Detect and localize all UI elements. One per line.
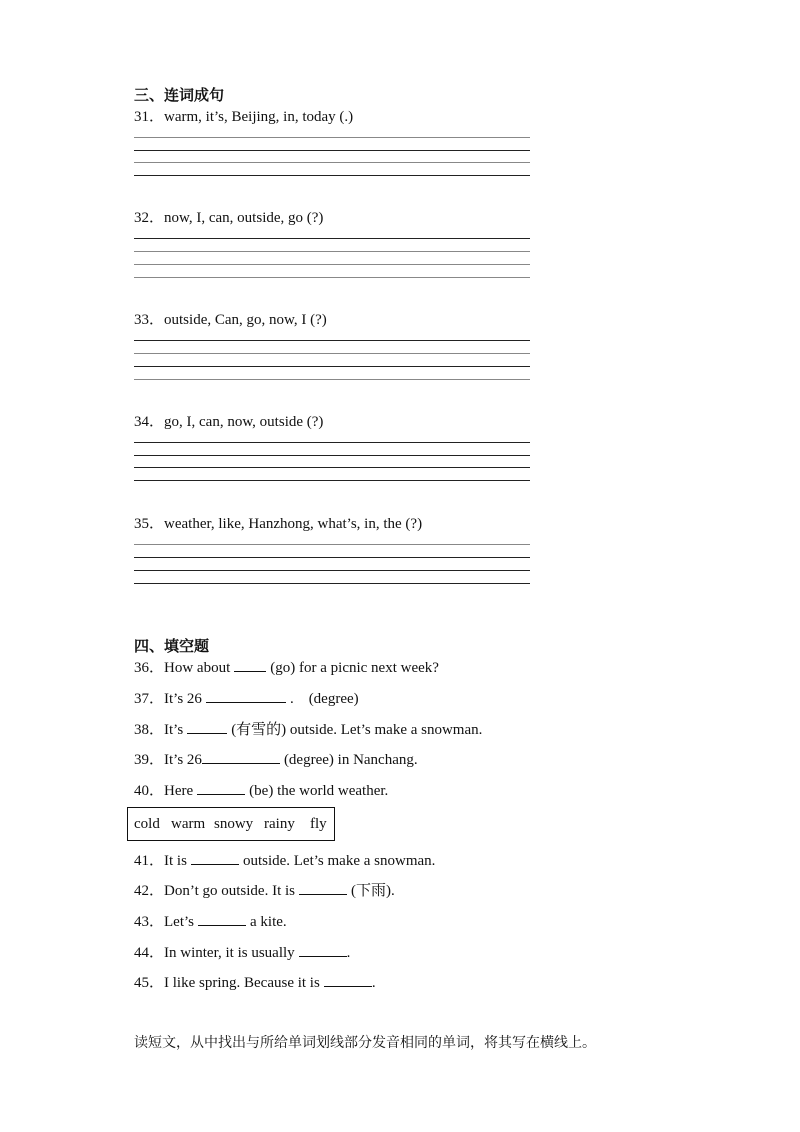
question-number: 36． — [134, 660, 165, 676]
question-text: (go) for a picnic next week? — [270, 660, 439, 676]
fill-blank[interactable] — [198, 911, 246, 926]
fill-blank[interactable] — [299, 942, 347, 957]
question-text: How about — [164, 660, 231, 676]
question-text: warm, it’s, Beijing, in, today (.) — [164, 109, 354, 125]
question-37 — [134, 687, 359, 708]
question-text: (下雨). — [351, 883, 395, 899]
word-bank-box — [127, 807, 335, 841]
answer-line[interactable] — [134, 480, 530, 481]
question-text: Don’t go outside. It is — [164, 883, 295, 899]
answer-line[interactable] — [134, 264, 530, 265]
question-text: . — [346, 945, 351, 961]
question-number: 44． — [134, 945, 165, 961]
answer-line[interactable] — [134, 251, 530, 252]
fill-blank[interactable] — [187, 719, 227, 734]
word-bank-item: rainy — [264, 816, 295, 832]
question-text: In winter, it is usually — [164, 945, 295, 961]
question-31 — [134, 105, 353, 126]
section-3-title: 三、连词成句 — [134, 86, 225, 104]
answer-line[interactable] — [134, 162, 530, 163]
question-text: Here — [164, 783, 194, 799]
question-36 — [134, 656, 439, 677]
question-text: It is — [164, 853, 187, 869]
question-41 — [134, 849, 435, 870]
section-4-title: 四、填空题 — [134, 637, 210, 655]
answer-line[interactable] — [134, 557, 530, 558]
answer-line[interactable] — [134, 175, 530, 176]
question-34 — [134, 410, 323, 431]
answer-line[interactable] — [134, 277, 530, 278]
question-text: now, I, can, outside, go (?) — [164, 210, 324, 226]
question-text: (be) the world weather. — [249, 783, 389, 799]
question-40 — [134, 779, 388, 800]
question-number: 42． — [134, 883, 165, 899]
answer-line[interactable] — [134, 150, 530, 151]
word-bank-item: warm — [171, 816, 206, 832]
question-text: outside. Let’s make a snowman. — [242, 853, 436, 869]
question-text: (有雪的) outside. Let’s make a snowman. — [231, 722, 483, 738]
answer-line[interactable] — [134, 340, 530, 341]
question-number: 45． — [134, 975, 165, 991]
question-number: 38． — [134, 722, 165, 738]
question-number: 34． — [134, 414, 165, 430]
question-39 — [134, 748, 418, 769]
fill-blank[interactable] — [206, 688, 286, 703]
question-text: I like spring. Because it is — [164, 975, 320, 991]
fill-blank[interactable] — [197, 780, 245, 795]
question-44 — [134, 941, 350, 962]
answer-line[interactable] — [134, 353, 530, 354]
question-number: 40． — [134, 783, 165, 799]
question-text: outside, Can, go, now, I (?) — [164, 312, 327, 328]
question-35 — [134, 512, 422, 533]
question-33 — [134, 308, 327, 329]
question-text: It’s 26 — [164, 691, 202, 707]
question-42 — [134, 879, 395, 900]
answer-line[interactable] — [134, 455, 530, 456]
fill-blank[interactable] — [202, 749, 280, 764]
fill-blank[interactable] — [324, 972, 372, 987]
question-text: It’s 26 — [164, 752, 202, 768]
question-number: 33． — [134, 312, 165, 328]
word-bank-item: cold — [134, 816, 160, 832]
question-38 — [134, 718, 482, 739]
fill-blank[interactable] — [234, 657, 266, 672]
answer-line[interactable] — [134, 583, 530, 584]
answer-line[interactable] — [134, 544, 530, 545]
question-text: (degree) in Nanchang. — [283, 752, 418, 768]
question-43 — [134, 910, 287, 931]
question-text: weather, like, Hanzhong, what’s, in, the (?) — [164, 516, 423, 532]
word-bank-item: fly — [310, 816, 327, 832]
question-number: 32． — [134, 210, 165, 226]
answer-line[interactable] — [134, 570, 530, 571]
reading-instruction: 读短文，从中找出与所给单词划线部分发音相同的单词，将其写在横线上。 — [134, 1035, 596, 1051]
question-text: It’s — [164, 722, 184, 738]
answer-line[interactable] — [134, 137, 530, 138]
question-text: Let’s — [164, 914, 195, 930]
answer-line[interactable] — [134, 238, 530, 239]
fill-blank[interactable] — [191, 850, 239, 865]
question-text: go, I, can, now, outside (?) — [164, 414, 324, 430]
question-number: 35． — [134, 516, 165, 532]
question-32 — [134, 206, 323, 227]
word-bank-item: snowy — [214, 816, 254, 832]
question-45 — [134, 971, 376, 992]
question-number: 37． — [134, 691, 165, 707]
question-number: 43． — [134, 914, 165, 930]
question-number: 41． — [134, 853, 165, 869]
answer-line[interactable] — [134, 467, 530, 468]
answer-line[interactable] — [134, 379, 530, 380]
question-text: . — [371, 975, 376, 991]
question-number: 39． — [134, 752, 165, 768]
question-number: 31． — [134, 109, 165, 125]
answer-line[interactable] — [134, 442, 530, 443]
question-text: . (degree) — [289, 691, 359, 707]
answer-line[interactable] — [134, 366, 530, 367]
question-text: a kite. — [250, 914, 287, 930]
fill-blank[interactable] — [299, 880, 347, 895]
